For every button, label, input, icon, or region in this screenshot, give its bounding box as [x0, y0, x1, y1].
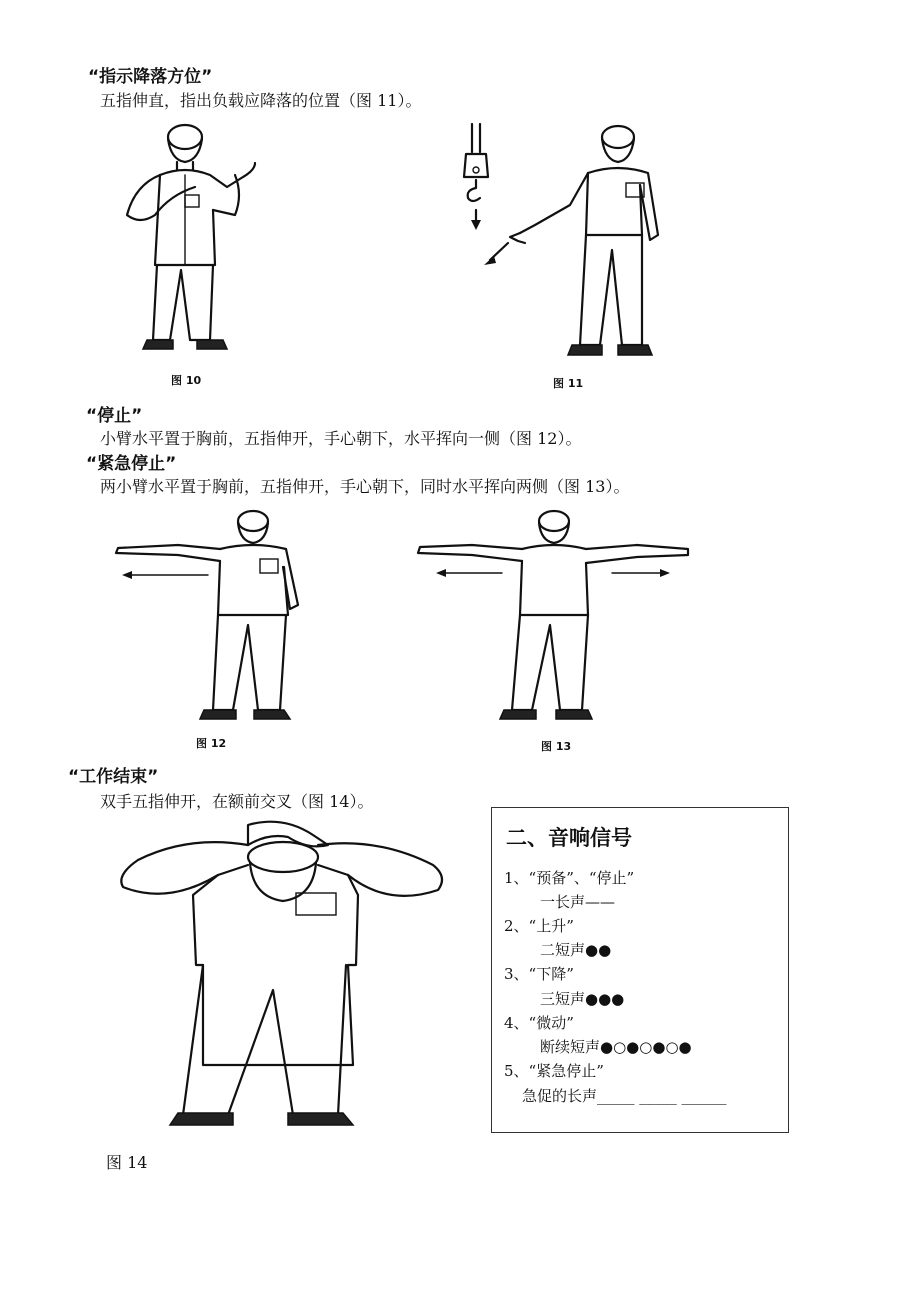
figure-14-caption: 图 14 [106, 1153, 148, 1172]
section-desc-landing: 五指伸直，指出负载应降落的位置（图 11）。 [100, 91, 422, 110]
section-desc-emergency: 两小臂水平置于胸前，五指伸开，手心朝下，同时水平挥向两侧（图 13）。 [100, 477, 630, 496]
section-desc-work-end: 双手五指伸开，在额前交叉（图 14）。 [100, 792, 374, 811]
signal-2-detail: 二短声●● [540, 941, 612, 959]
figure-11-illustration [480, 115, 680, 365]
signal-3-detail: 三短声●●● [540, 990, 625, 1008]
signal-2-label: 2、“上升” [504, 917, 574, 935]
signal-1-detail: 一长声—— [540, 893, 616, 911]
section-title-emergency: “紧急停止” [86, 454, 177, 474]
figure-11-caption: 图 11 [553, 377, 584, 390]
section-desc-stop: 小臂水平置于胸前，五指伸开，手心朝下，水平挥向一侧（图 12）。 [100, 429, 582, 448]
figure-13-caption: 图 13 [541, 740, 572, 753]
figure-13-illustration [412, 505, 702, 725]
sound-signals-title: 二、音响信号 [506, 826, 632, 850]
signal-1-label: 1、“预备”、“停止” [504, 869, 635, 887]
figure-10-illustration [115, 115, 275, 365]
section-title-landing: “指示降落方位” [88, 67, 213, 87]
figure-14-illustration [108, 815, 458, 1130]
figure-10-caption: 图 10 [171, 374, 202, 387]
figure-12-illustration [108, 505, 318, 725]
figure-12-caption: 图 12 [196, 737, 227, 750]
signal-5-label: 5、“紧急停止” [504, 1062, 604, 1080]
signal-4-detail: 断续短声●○●○●○● [540, 1038, 692, 1056]
signal-3-label: 3、“下降” [504, 965, 574, 983]
sound-signals-box [491, 807, 789, 1133]
signal-5-detail: 急促的长声_____ _____ ______ [522, 1087, 727, 1105]
section-title-work-end: “工作结束” [68, 767, 159, 787]
signal-4-label: 4、“微动” [504, 1014, 574, 1032]
section-title-stop: “停止” [86, 406, 143, 426]
